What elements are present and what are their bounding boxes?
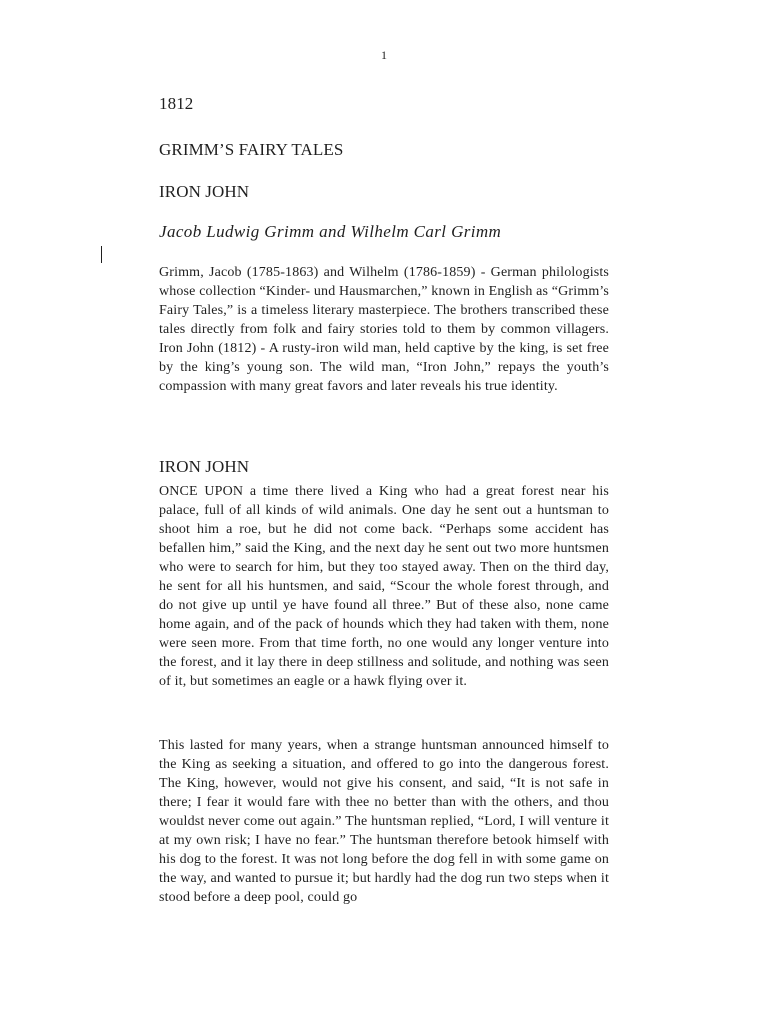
book-title: GRIMM’S FAIRY TALES xyxy=(159,140,344,159)
story-paragraph-2: This lasted for many years, when a strange huntsman announced himself to the King as seeking a situation, and offered to go into the dangerous forest. The King, however, would not give his consent, and said, “It is not safe in there; I fear it would fare with thee no better than with the others, and thou wouldst never come out again.” The huntsman replied, “Lord, I will venture it at my own risk; I have no fear.” The huntsman therefore betook himself with his dog to the forest. It was not long before the dog fell in with some game on the way, and wanted to pursue it; but hardly had the dog run two steps when it stood before a deep pool, could go xyxy=(159,738,609,905)
story-title: IRON JOHN xyxy=(159,182,250,201)
authors-line: Jacob Ludwig Grimm and Wilhelm Carl Grimm xyxy=(159,222,502,241)
text-cursor xyxy=(101,246,102,263)
section-heading: IRON JOHN xyxy=(159,457,250,476)
publication-year: 1812 xyxy=(159,94,194,113)
intro-paragraph: Grimm, Jacob (1785-1863) and Wilhelm (1786-1859) - German philologists whose collection “Kinder- und Hausmarchen,” known in English as “Grimm’s Fairy Tales,” is a timeless literary masterpiece. The brothers transcribed these tales directly from folk and fairy stories told to them by common villagers. Iron John (1812) - A rusty-iron wild man, held captive by the king, is set free by the king’s young son. The wild man, “Iron John,” repays the youth’s compassion with many great favors and later reveals his true identity. xyxy=(159,265,609,394)
story-paragraph-1: ONCE UPON a time there lived a King who had a great forest near his palace, full of all kinds of wild animals. One day he sent out a huntsman to shoot him a roe, but he did not come back. “Perhaps some accident has befallen him,” said the King, and the next day he sent out two more huntsmen who were to search for him, but they too stayed away. Then on the third day, he sent for all his huntsmen, and said, “Scour the whole forest through, and do not give up until ye have found all three.” But of these also, none came home again, and of the pack of hounds which they had taken with them, none were seen more. From that time forth, no one would any longer venture into the forest, and it lay there in deep stillness and solitude, and nothing was seen of it, but sometimes an eagle or a hawk flying over it. xyxy=(159,484,609,689)
page-number: 1 xyxy=(381,48,387,62)
